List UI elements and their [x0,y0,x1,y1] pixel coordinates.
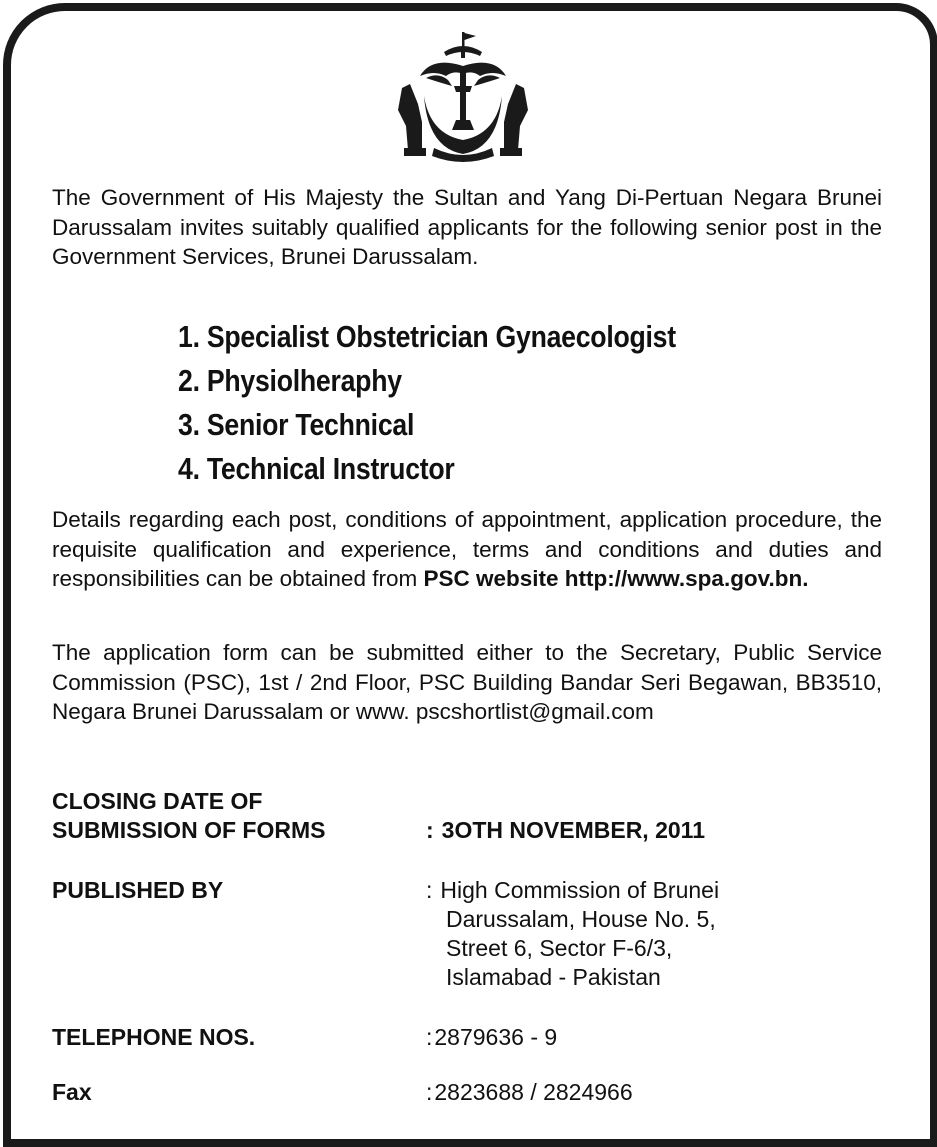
post-item: 3. Senior Technical [178,407,415,442]
telephone-value: 2879636 - 9 [434,1024,558,1050]
colon: : [426,1079,433,1105]
application-address-paragraph: The application form can be submitted either to the Secretary, Public Service Commission (PSC), 1st / 2nd Floor, PSC Building Bandar Seri Begawan, BB3510, Negara Brunei Darussalam or www. pscshortlist@gmail.com [52,640,882,724]
details-paragraph [52,505,882,594]
post-item: 4. Technical Instructor [178,451,455,486]
post-item: 2. Physiolheraphy [178,363,402,398]
colon: : [426,877,433,903]
fax-value-row [426,1078,633,1107]
colon: : [426,1024,433,1050]
posts-list [178,315,757,491]
closing-date-value: 3OTH NOVEMBER, 2011 [441,817,705,843]
brunei-crest-icon [388,30,538,165]
post-item: 1. Specialist Obstetrician Gynaecologist [178,319,676,354]
published-line: Street 6, Sector F-6/3, [446,935,673,961]
published-line: High Commission of Brunei [440,877,720,903]
closing-date-value-row [426,816,705,845]
closing-date-label [52,787,325,845]
fax-label: Fax [52,1079,92,1105]
published-line: Islamabad - Pakistan [446,964,661,990]
closing-label-line2: SUBMISSION OF FORMS [52,817,326,843]
telephone-value-row [426,1023,557,1052]
colon: : [426,817,434,843]
published-by-value [426,876,719,992]
published-line: Darussalam, House No. 5, [446,906,716,932]
intro-paragraph: The Government of His Majesty the Sultan and Yang Di-Pertuan Negara Brunei Darussalam invites suitably qualified applicants for the following senior post in the Government Services, Brunei Darussalam. [52,185,882,269]
published-by-label: PUBLISHED BY [52,877,224,903]
fax-value: 2823688 / 2824966 [434,1079,633,1105]
details-text: Details regarding each post, conditions of appointment, application procedure, the requisite qualification and experience, terms and conditions and duties and responsibilities can be obtained from [52,507,882,591]
closing-label-line1: CLOSING DATE OF [52,788,263,814]
telephone-label: TELEPHONE NOS. [52,1024,256,1050]
psc-website-link[interactable]: PSC website http://www.spa.gov.bn. [423,566,809,591]
